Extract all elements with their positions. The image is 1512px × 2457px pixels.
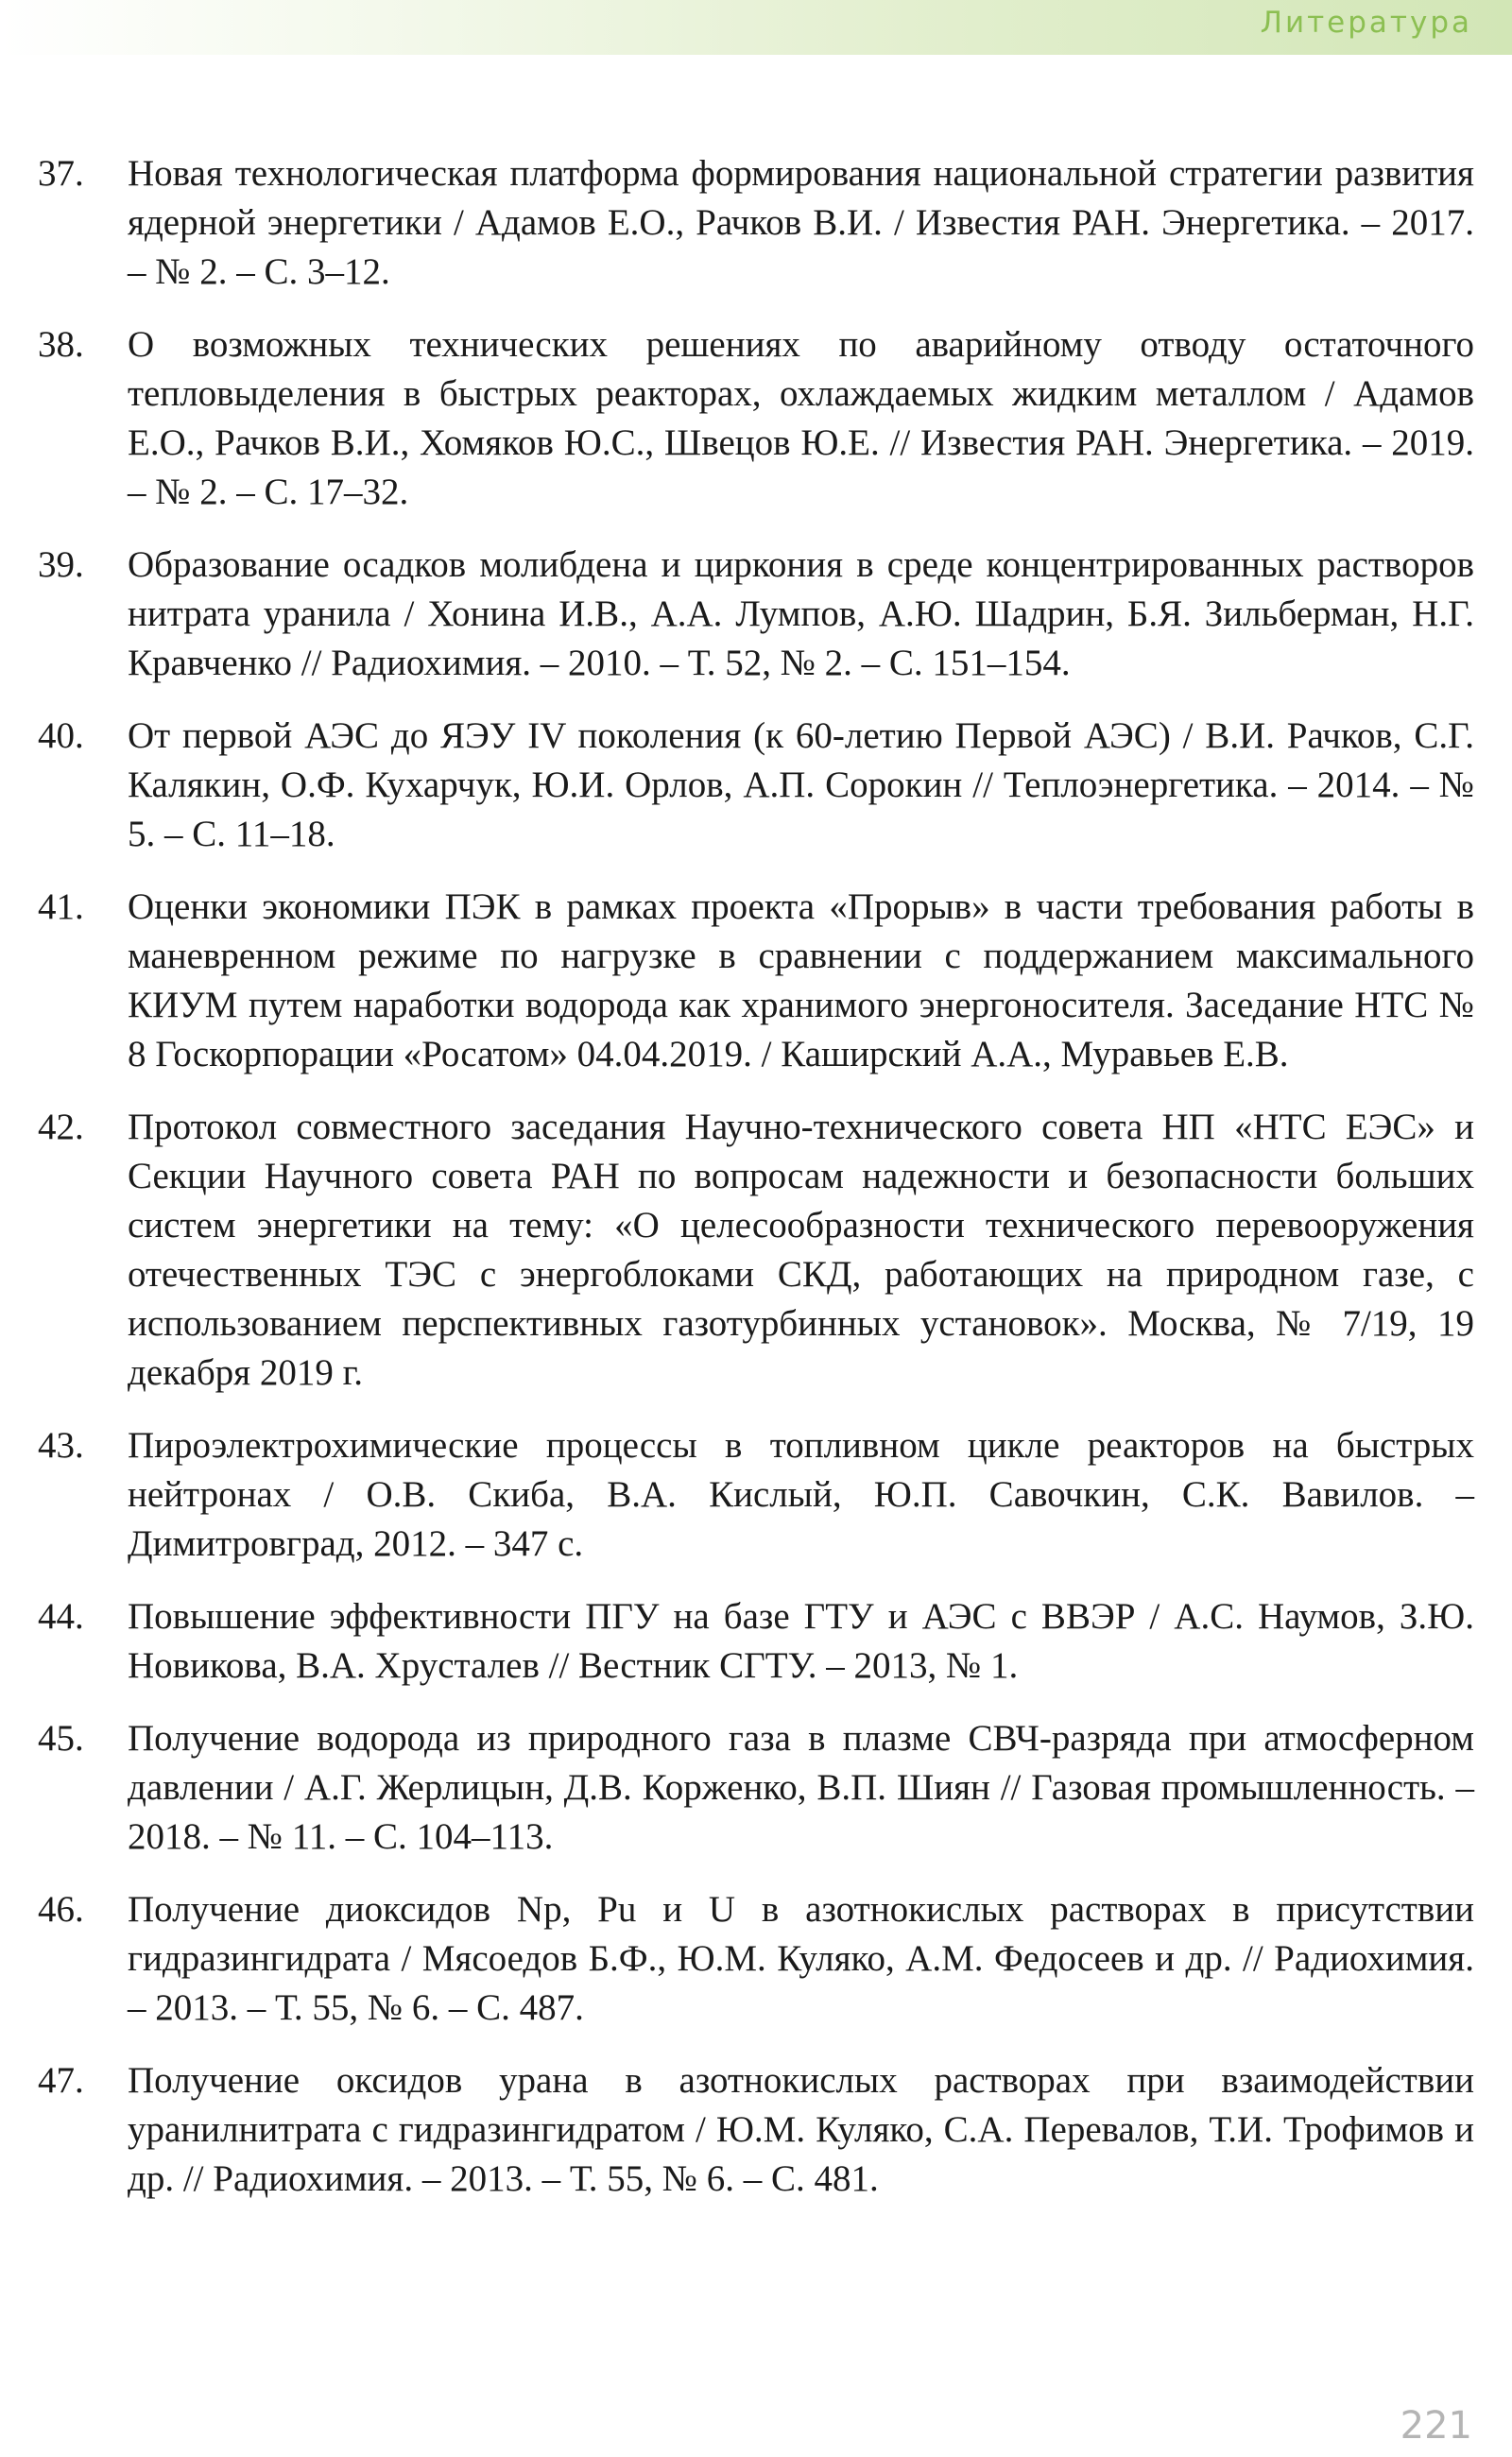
reference-item (38, 712, 1474, 859)
reference-item (38, 1592, 1474, 1691)
reference-text: Протокол совместного заседания Научно-технического совета НП «НТС ЕЭС» и Секции Научного совета РАН по вопросам надежности и безопасности больших систем энергетики на тему: «О целесообразности технического перевооружения отечественных ТЭС с энергоблоками СКД, работающих на природном газе, с использованием перспективных газотурбинных установок». Москва, № 7/19, 19 декабря 2019 г. (128, 1107, 1474, 1393)
reference-item (38, 2056, 1474, 2204)
reference-text: От первой АЭС до ЯЭУ IV поколения (к 60-летию Первой АЭС) / В.И. Рачков, С.Г. Калякин, О.Ф. Кухарчук, Ю.И. Орлов, А.П. Сорокин // Теплоэнергетика. – 2014. – № 5. – С. 11–18. (128, 715, 1474, 854)
page-number: 221 (1400, 2404, 1472, 2448)
reference-text: Получение водорода из природного газа в плазме СВЧ-разряда при атмосферном давлении / А.Г. Жерлицын, Д.В. Корженко, В.П. Шиян // Газовая промышленность. – 2018. – № 11. – С. 104–113. (128, 1718, 1474, 1857)
reference-number: 43. (38, 1425, 84, 1466)
reference-item (38, 149, 1474, 297)
reference-item (38, 1885, 1474, 2033)
reference-text: Оценки экономики ПЭК в рамках проекта «Прорыв» в части требования работы в маневренном режиме по нагрузке в сравнении с поддержанием максимального КИУМ путем наработки водорода как хранимого энергоносителя. Заседание НТС № 8 Госкорпорации «Росатом» 04.04.2019. / Каширский А.А., Муравьев Е.В. (128, 886, 1474, 1074)
reference-item (38, 883, 1474, 1079)
reference-item (38, 541, 1474, 688)
reference-text: Получение оксидов урана в азотнокислых растворах при взаимодействии уранилнитрата с гидразингидратом / Ю.М. Куляко, С.А. Перевалов, Т.И. Трофимов и др. // Радиохимия. – 2013. – Т. 55, № 6. – С. 481. (128, 2060, 1474, 2199)
reference-number: 39. (38, 544, 84, 585)
reference-item (38, 1714, 1474, 1862)
section-title: Литература (1260, 6, 1472, 40)
reference-number: 42. (38, 1107, 84, 1147)
header-band (0, 0, 1512, 55)
reference-number: 46. (38, 1889, 84, 1930)
reference-item (38, 1103, 1474, 1398)
reference-number: 40. (38, 715, 84, 756)
reference-text: Новая технологическая платформа формирования национальной стратегии развития ядерной энергетики / Адамов Е.О., Рачков В.И. / Известия РАН. Энергетика. – 2017. – № 2. – С. 3–12. (128, 153, 1474, 292)
reference-text: Образование осадков молибдена и циркония в среде концентрированных растворов нитрата уранила / Хонина И.В., А.А. Лумпов, А.Ю. Шадрин, Б.Я. Зильберман, Н.Г. Кравченко // Радиохимия. – 2010. – Т. 52, № 2. – С. 151–154. (128, 544, 1474, 683)
reference-number: 41. (38, 886, 84, 927)
reference-text: О возможных технических решениях по аварийному отводу остаточного тепловыделения в быстрых реакторах, охлаждаемых жидким металлом / Адамов Е.О., Рачков В.И., Хомяков Ю.С., Швецов Ю.Е. // Известия РАН. Энергетика. – 2019. – № 2. – С. 17–32. (128, 324, 1474, 512)
reference-item (38, 320, 1474, 517)
reference-number: 44. (38, 1596, 84, 1637)
reference-text: Повышение эффективности ПГУ на базе ГТУ и АЭС с ВВЭР / А.С. Наумов, З.Ю. Новикова, В.А. Хрусталев // Вестник СГТУ. – 2013, № 1. (128, 1596, 1474, 1686)
reference-number: 47. (38, 2060, 84, 2101)
reference-item (38, 1421, 1474, 1569)
reference-text: Пироэлектрохимические процессы в топливном цикле реакторов на быстрых нейтронах / О.В. Скиба, В.А. Кислый, Ю.П. Савочкин, С.К. Вавилов. – Димитровград, 2012. – 347 с. (128, 1425, 1474, 1564)
reference-list (38, 149, 1474, 2227)
reference-number: 37. (38, 153, 84, 194)
reference-number: 45. (38, 1718, 84, 1759)
reference-text: Получение диоксидов Np, Pu и U в азотнокислых растворах в присутствии гидразингидрата / Мясоедов Б.Ф., Ю.М. Куляко, А.М. Федосеев и др. // Радиохимия. – 2013. – Т. 55, № 6. – С. 487. (128, 1889, 1474, 2028)
reference-number: 38. (38, 324, 84, 365)
